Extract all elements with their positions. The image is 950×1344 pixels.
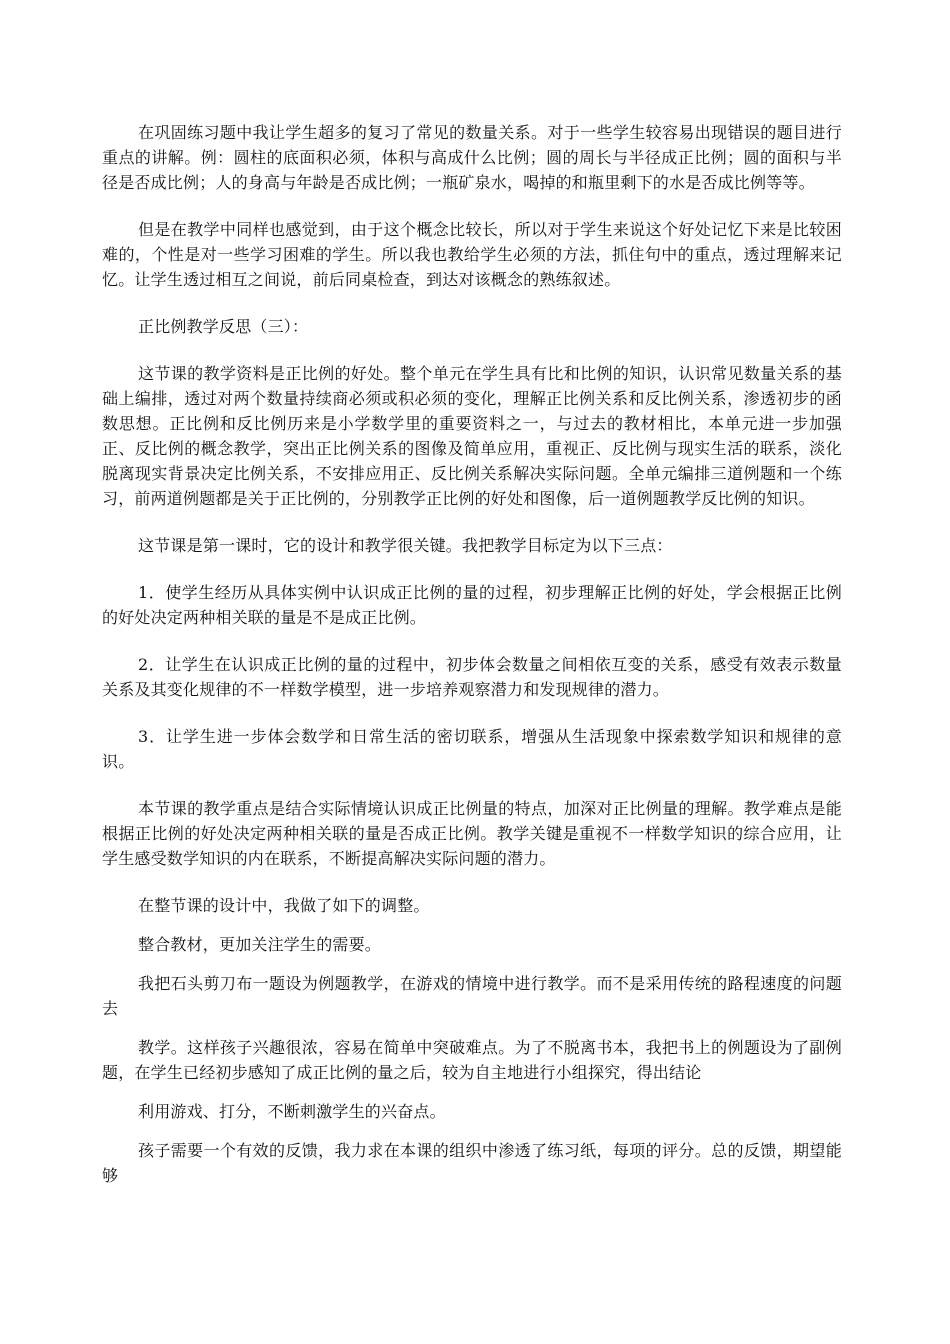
- paragraph-adjustments: 在整节课的设计中，我做了如下的调整。: [138, 896, 430, 915]
- list-item-goal-3: 3．让学生进一步体会数学和日常生活的密切联系，增强从生活现象中探索数学知识和规律的意识。: [102, 727, 842, 771]
- paragraph-game-example: 我把石头剪刀布一题设为例题教学，在游戏的情境中进行教学。而不是采用传统的路程速度的问题去: [102, 974, 842, 1018]
- list-item-goal-2: 2．让学生在认识成正比例的量的过程中，初步体会数量之间相依互变的关系，感受有效表示数量关系及其变化规律的不一样数学模型，进一步培养观察潜力和发现规律的潜力。: [102, 655, 842, 699]
- document-body: [102, 120, 842, 1202]
- list-item-goal-1: 1．使学生经历从具体实例中认识成正比例的量的过程，初步理解正比例的好处，学会根据正比例的好处决定两种相关联的量是不是成正比例。: [102, 583, 842, 627]
- paragraph-lesson-content: 这节课的教学资料是正比例的好处。整个单元在学生具有比和比例的知识，认识常见数量关系的基础上编排，透过对两个数量持续商必须或积必须的变化，理解正比例关系和反比例关系，渗透初步的函数思想。正比例和反比例历来是小学数学里的重要资料之一，与过去的教材相比，本单元进一步加强正、反比例的概念教学，突出正比例关系的图像及简单应用，重视正、反比例与现实生活的联系，淡化脱离现实背景决定比例关系，不安排应用正、反比例关系解决实际问题。全单元编排三道例题和一个练习，前两道例题都是关于正比例的，分别教学正比例的好处和图像，后一道例题教学反比例的知识。: [102, 364, 842, 508]
- paragraph-integrate-materials: 整合教材，更加关注学生的需要。: [138, 935, 382, 954]
- paragraph-games-scoring: 利用游戏、打分，不断刺激学生的兴奋点。: [138, 1102, 446, 1121]
- paragraph-feedback: 孩子需要一个有效的反馈，我力求在本课的组织中渗透了练习纸，每项的评分。总的反馈，期望能够: [102, 1141, 842, 1185]
- paragraph-lesson-goals-intro: 这节课是第一课时，它的设计和教学很关键。我把教学目标定为以下三点：: [138, 536, 673, 555]
- section-heading-reflection-three: 正比例教学反思（三）：: [138, 317, 309, 336]
- paragraph-concept-memory: 但是在教学中同样也感觉到，由于这个概念比较长，所以对于学生来说这个好处记忆下来是比较困难的，个性是对一些学习困难的学生。所以我也教给学生必须的方法，抓住句中的重点，透过理解来记忆。让学生透过相互之间说，前后同桌检查，到达对该概念的熟练叙述。: [102, 220, 842, 289]
- paragraph-key-points: 本节课的教学重点是结合实际情境认识成正比例量的特点，加深对正比例量的理解。教学难点是能根据正比例的好处决定两种相关联的量是否成正比例。教学关键是重视不一样数学知识的综合应用，让学生感受数学知识的内在联系，不断提高解决实际问题的潜力。: [102, 799, 842, 868]
- paragraph-review-practice: 在巩固练习题中我让学生超多的复习了常见的数量关系。对于一些学生较容易出现错误的题目进行重点的讲解。例：圆柱的底面积必须，体积与高成什么比例；圆的周长与半径成正比例；圆的面积与半径是否成比例；人的身高与年龄是否成比例；一瓶矿泉水，喝掉的和瓶里剩下的水是否成比例等等。: [102, 123, 842, 192]
- paragraph-teaching-interest: 教学。这样孩子兴趣很浓，容易在简单中突破难点。为了不脱离书本，我把书上的例题设为了副例题，在学生已经初步感知了成正比例的量之后，较为自主地进行小组探究，得出结论: [102, 1038, 842, 1082]
